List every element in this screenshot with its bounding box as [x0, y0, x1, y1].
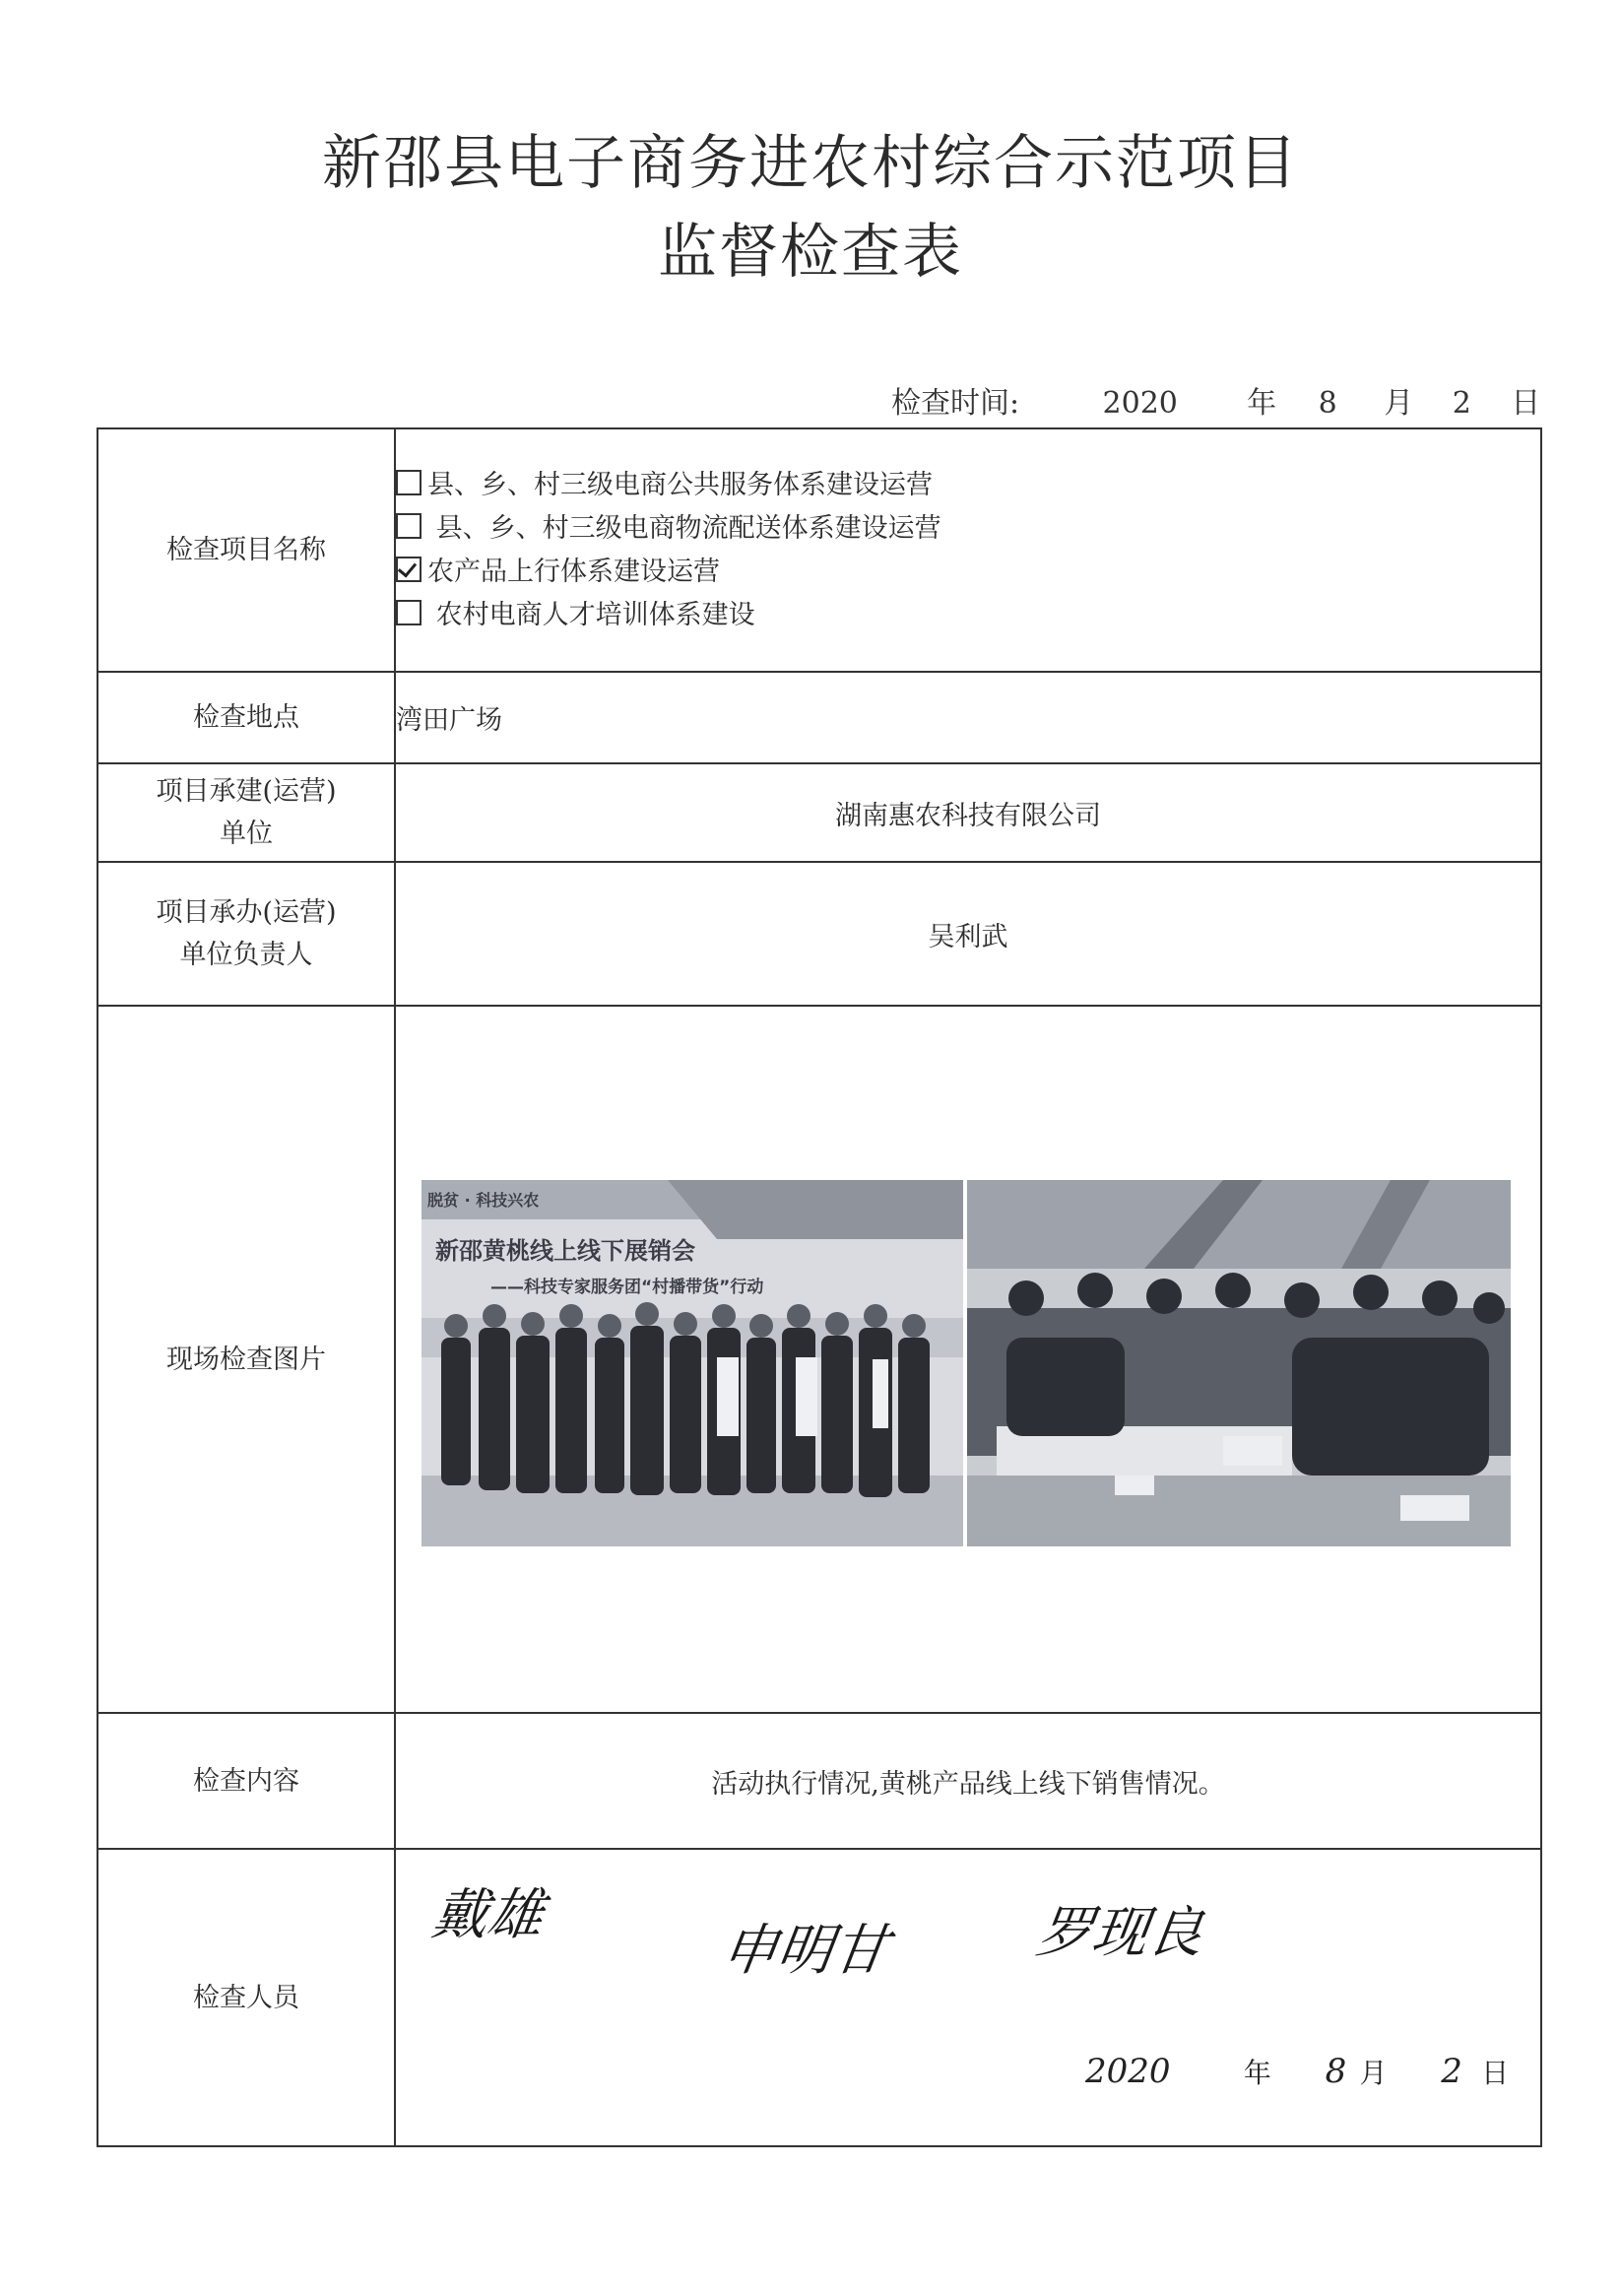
check-date-label: 检查时间: — [891, 386, 1020, 421]
photos-label: 现场检查图片 — [97, 1006, 395, 1713]
check-date-month: 8 — [1318, 386, 1337, 421]
contractor-label-line1: 项目承建(运营) — [156, 776, 337, 807]
option-talent-training[interactable] — [396, 594, 1540, 637]
row-contractor — [97, 763, 1541, 862]
banner-title-text: 新邵黄桃线上线下展销会 — [435, 1237, 695, 1265]
location-value: 湾田广场 — [395, 672, 1541, 763]
option-agri-products[interactable] — [396, 551, 1540, 594]
signature-date-year: 2020 — [1085, 2052, 1171, 2091]
inspection-form — [97, 427, 1542, 2147]
signature-area — [396, 1850, 1540, 2145]
photos-container — [396, 1015, 1540, 1704]
signature-date — [1085, 2052, 1509, 2091]
signature-date-month-unit: 月 — [1359, 2057, 1388, 2089]
page-subtitle: 监督检查表 — [658, 218, 963, 287]
content-value: 活动执行情况,黄桃产品线上线下销售情况。 — [395, 1713, 1541, 1849]
responsible-label-line1: 项目承办(运营) — [156, 897, 337, 928]
signature-date-month: 8 — [1325, 2052, 1347, 2091]
row-location — [97, 672, 1541, 763]
signature-date-day-unit: 日 — [1481, 2057, 1510, 2089]
responsible-value: 吴利武 — [395, 862, 1541, 1006]
checkbox-talent-training[interactable] — [396, 600, 421, 625]
option-logistics[interactable] — [396, 507, 1540, 551]
check-date-day-unit: 日 — [1511, 386, 1541, 421]
event-group-photo — [421, 1180, 963, 1546]
signature-date-year-unit: 年 — [1243, 2057, 1271, 2089]
option-label: 县、乡、村三级电商公共服务体系建设运营 — [427, 469, 933, 500]
event-audience-photo — [967, 1180, 1511, 1546]
signature-2: 申明甘 — [717, 1919, 892, 1983]
option-label: 农村电商人才培训体系建设 — [435, 599, 755, 630]
checkbox-agri-products-checked[interactable] — [396, 557, 421, 582]
check-date-month-unit: 月 — [1384, 386, 1414, 421]
option-public-service[interactable] — [396, 464, 1540, 507]
option-label: 县、乡、村三级电商物流配送体系建设运营 — [435, 512, 941, 544]
location-label: 检查地点 — [97, 672, 395, 763]
contractor-label — [97, 763, 395, 862]
signature-3: 罗现良 — [1032, 1901, 1207, 1965]
responsible-label — [97, 862, 395, 1006]
checkbox-logistics[interactable] — [396, 513, 421, 539]
signature-1: 戴雄 — [427, 1883, 548, 1947]
responsible-label-line2: 单位负责人 — [179, 940, 313, 970]
content-label: 检查内容 — [97, 1713, 395, 1849]
row-content — [97, 1713, 1541, 1849]
check-date-year: 2020 — [1102, 386, 1178, 421]
page-title: 新邵县电子商务进农村综合示范项目 — [322, 129, 1299, 198]
row-photos — [97, 1006, 1541, 1713]
option-label: 农产品上行体系建设运营 — [427, 556, 720, 587]
check-date-year-unit: 年 — [1247, 386, 1277, 421]
project-name-options — [395, 428, 1541, 672]
project-name-label: 检查项目名称 — [97, 428, 395, 672]
inspectors-cell — [395, 1849, 1541, 2146]
row-inspectors — [97, 1849, 1541, 2146]
inspectors-label: 检查人员 — [97, 1849, 395, 2146]
row-project-name — [97, 428, 1541, 672]
check-date — [891, 378, 1540, 422]
row-responsible — [97, 862, 1541, 1006]
banner-top-text: 脱贫 · 科技兴农 — [427, 1191, 540, 1210]
contractor-value: 湖南惠农科技有限公司 — [395, 763, 1541, 862]
check-date-day: 2 — [1452, 386, 1471, 421]
signature-date-day: 2 — [1441, 2052, 1462, 2091]
photos-cell — [395, 1006, 1541, 1713]
banner-sub-text: ——科技专家服务团“村播带货”行动 — [490, 1278, 764, 1297]
checkbox-public-service[interactable] — [396, 470, 421, 495]
contractor-label-line2: 单位 — [220, 819, 273, 849]
